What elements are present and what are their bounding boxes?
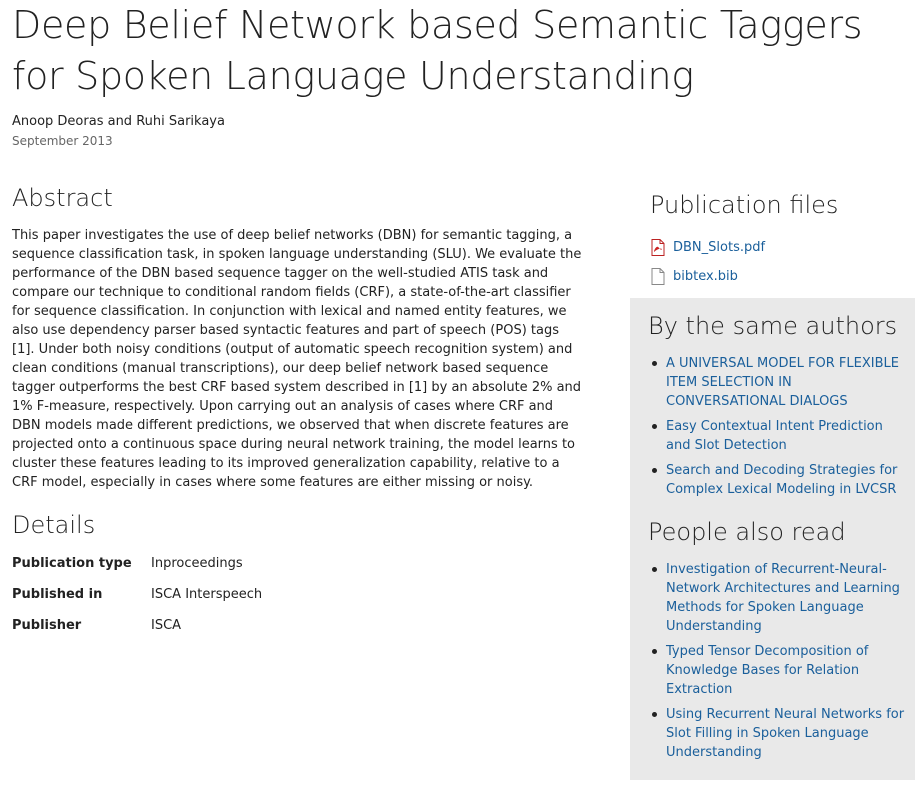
publication-date: September 2013 [12, 134, 113, 148]
details-value: ISCA [151, 618, 182, 633]
list-item [648, 560, 910, 636]
details-key: Publisher [12, 618, 82, 633]
details-table [12, 556, 262, 649]
details-row-published-in [12, 587, 262, 618]
related-paper-link[interactable]: Easy Contextual Intent Prediction and Slot Detection [666, 419, 883, 453]
details-value: Inproceedings [151, 556, 243, 571]
publication-files-list [650, 233, 765, 291]
also-read-heading: People also read [648, 518, 846, 546]
details-heading: Details [12, 511, 96, 539]
also-read-list [648, 560, 910, 768]
details-key: Publication type [12, 556, 132, 571]
pdf-icon [650, 239, 666, 256]
same-authors-heading: By the same authors [648, 312, 898, 340]
details-value: ISCA Interspeech [151, 587, 263, 602]
list-item [648, 705, 910, 762]
abstract-heading: Abstract [12, 184, 113, 212]
publication-files-heading: Publication files [650, 191, 839, 219]
list-item [648, 461, 910, 499]
details-row-publisher [12, 618, 262, 649]
file-item-pdf[interactable] [650, 233, 765, 262]
related-paper-link[interactable]: Typed Tensor Decomposition of Knowledge Bases for Relation Extraction [666, 644, 869, 697]
list-item [648, 354, 910, 411]
page-title: Deep Belief Network based Semantic Taggers for Spoken Language Understanding [12, 3, 863, 98]
details-key: Published in [12, 587, 103, 602]
document-icon [650, 268, 666, 285]
related-paper-link[interactable]: A UNIVERSAL MODEL FOR FLEXIBLE ITEM SELECTION IN CONVERSATIONAL DIALOGS [666, 356, 899, 409]
abstract-text: This paper investigates the use of deep belief networks (DBN) for semantic tagging, a sequence classification task, in spoken language understanding (SLU). We evaluate the performance of the DBN based sequence tagger on the well-studied ATIS task and compare our technique to conditional random fields (CRF), a state-of-the-art classifier for sequence classification. In conjunction with lexical and named entity features, we also use dependency parser based syntactic features and part of speech (POS) tags [1]. Under both noisy conditions (output of automatic speech recognition system) and clean conditions (manual transcriptions), our deep belief network based sequence tagger outperforms the best CRF based system described in [1] by an absolute 2% and 1% F-measure, respectively. Upon carrying out an analysis of cases where CRF and DBN models made different predictions, we observed that when discrete features are projected onto a continuous space during neural network training, the model learns to cluster these features leading to its improved generalization capability, relative to a CRF model, especially in cases where some features are either missing or noisy. [12, 228, 582, 490]
related-paper-link[interactable]: Investigation of Recurrent-Neural-Network Architectures and Learning Methods for Spoken Language Understanding [666, 562, 900, 634]
details-row-publication-type [12, 556, 262, 587]
list-item [648, 417, 910, 455]
same-authors-list [648, 354, 910, 505]
file-link-pdf[interactable]: DBN_Slots.pdf [673, 240, 766, 255]
related-paper-link[interactable]: Search and Decoding Strategies for Complex Lexical Modeling in LVCSR [666, 463, 898, 497]
file-link-bib[interactable]: bibtex.bib [673, 269, 738, 284]
related-paper-link[interactable]: Using Recurrent Neural Networks for Slot Filling in Spoken Language Understanding [666, 707, 905, 760]
file-item-bib[interactable] [650, 262, 765, 291]
related-sidebar [630, 298, 915, 780]
authors: Anoop Deoras and Ruhi Sarikaya [12, 114, 225, 129]
list-item [648, 642, 910, 699]
